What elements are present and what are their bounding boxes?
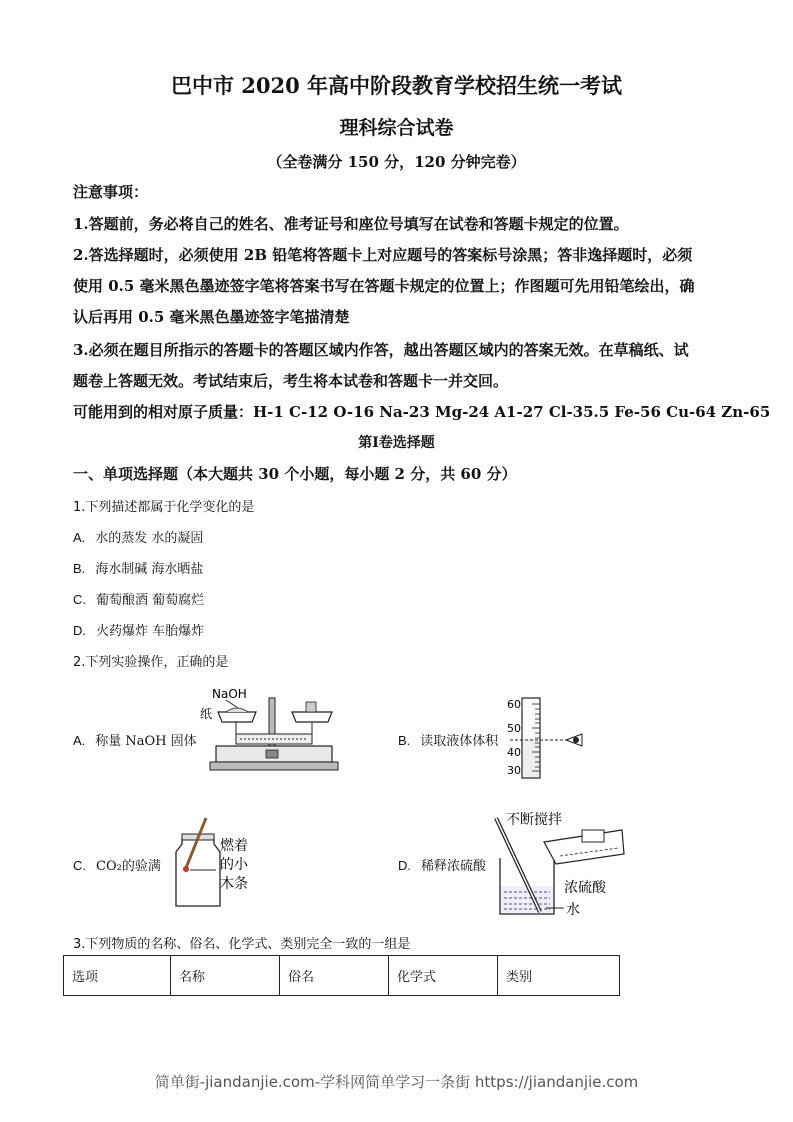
section-title: 第Ⅰ卷选择题 bbox=[358, 435, 435, 451]
stir-label: 不断搅拌 bbox=[506, 812, 562, 828]
paper-subtitle: 理科综合试卷 bbox=[339, 117, 454, 139]
paper-label: 纸 bbox=[200, 707, 213, 721]
question-2-option-c[interactable]: C. CO₂的验满 bbox=[73, 858, 161, 874]
notes-heading: 注意事项： bbox=[73, 183, 149, 201]
cylinder-tick-30: 30 bbox=[507, 764, 521, 777]
note-item-3-line-2: 题卷上答题无效。考试结束后，考生将本试卷和答题卡一并交回。 bbox=[73, 372, 509, 390]
dilution-figure bbox=[490, 808, 640, 922]
burning-stick-label-1: 燃着 bbox=[220, 838, 248, 854]
question-1-option-b[interactable]: B. 海水制碱 海水晒盐 bbox=[73, 561, 204, 577]
table-header-cell: 俗名 bbox=[280, 956, 389, 996]
burning-stick-label-3: 木条 bbox=[220, 876, 248, 892]
note-item-3-line-1: 3.必须在题目所指示的答题卡的答题区域内作答，越出答题区域内的答案无效。在草稿纸、试 bbox=[73, 341, 689, 359]
score-note: （全卷满分 150 分，120 分钟完卷） bbox=[267, 153, 526, 171]
cylinder-tick-50: 50 bbox=[507, 722, 521, 735]
question-3-stem: 3.下列物质的名称、俗名、化学式、类别完全一致的一组是 bbox=[73, 937, 411, 952]
cylinder-figure bbox=[500, 694, 590, 780]
atomic-masses: 可能用到的相对原子质量：H-1 C-12 O-16 Na-23 Mg-24 A1-27 Cl-35.5 Fe-56 Cu-64 Zn-65 bbox=[73, 403, 771, 421]
question-1-stem: 1.下列描述都属于化学变化的是 bbox=[73, 500, 255, 515]
table-header-cell: 类别 bbox=[498, 956, 620, 996]
page-footer: 简单街-jiandanjie.com-学科网简单学习一条街 https://jiandanjie.com bbox=[154, 1073, 639, 1091]
note-item-2-line-3: 认后再用 0.5 毫米黑色墨迹签字笔描清楚 bbox=[73, 308, 350, 326]
table-header-row bbox=[64, 956, 620, 996]
question-1-option-c[interactable]: C. 葡萄酿酒 葡萄腐烂 bbox=[73, 592, 205, 608]
burning-stick-label-2: 的小 bbox=[220, 857, 248, 873]
question-2-option-a[interactable]: A. 称量 NaOH 固体 bbox=[73, 733, 197, 749]
water-label: 水 bbox=[566, 902, 580, 918]
part-heading: 一、单项选择题（本大题共 30 个小题，每小题 2 分，共 60 分） bbox=[73, 465, 517, 483]
table-header-cell: 选项 bbox=[64, 956, 171, 996]
cylinder-tick-60: 60 bbox=[507, 698, 521, 711]
acid-label: 浓硫酸 bbox=[564, 880, 606, 896]
question-1-option-d[interactable]: D. 火药爆炸 车胎爆炸 bbox=[73, 623, 205, 639]
table-header-cell: 化学式 bbox=[389, 956, 498, 996]
question-2-option-b[interactable]: B. 读取液体体积 bbox=[398, 733, 499, 749]
question-3-table bbox=[63, 955, 620, 996]
question-2-stem: 2.下列实验操作，正确的是 bbox=[73, 655, 229, 670]
table-header-cell: 名称 bbox=[171, 956, 280, 996]
cylinder-tick-40: 40 bbox=[507, 746, 521, 759]
exam-title: 巴中市 2020 年高中阶段教育学校招生统一考试 bbox=[170, 73, 623, 98]
question-2-option-d[interactable]: D. 稀释浓硫酸 bbox=[398, 858, 487, 874]
note-item-2-line-2: 使用 0.5 毫米黑色墨迹签字笔将答案书写在答题卡规定的位置上；作图题可先用铅笔绘出，确 bbox=[73, 277, 695, 295]
co2-bottle-figure bbox=[168, 816, 278, 912]
balance-figure bbox=[196, 684, 346, 780]
question-1-option-a[interactable]: A. 水的蒸发 水的凝固 bbox=[73, 530, 204, 546]
note-item-2-line-1: 2.答选择题时，必须使用 2B 铅笔将答题卡上对应题号的答案标号涂黑；答非逸择题时，必须 bbox=[73, 246, 693, 264]
note-item-1: 1.答题前，务必将自己的姓名、准考证号和座位号填写在试卷和答题卡规定的位置。 bbox=[73, 215, 629, 233]
naoh-label: NaOH bbox=[212, 687, 247, 701]
